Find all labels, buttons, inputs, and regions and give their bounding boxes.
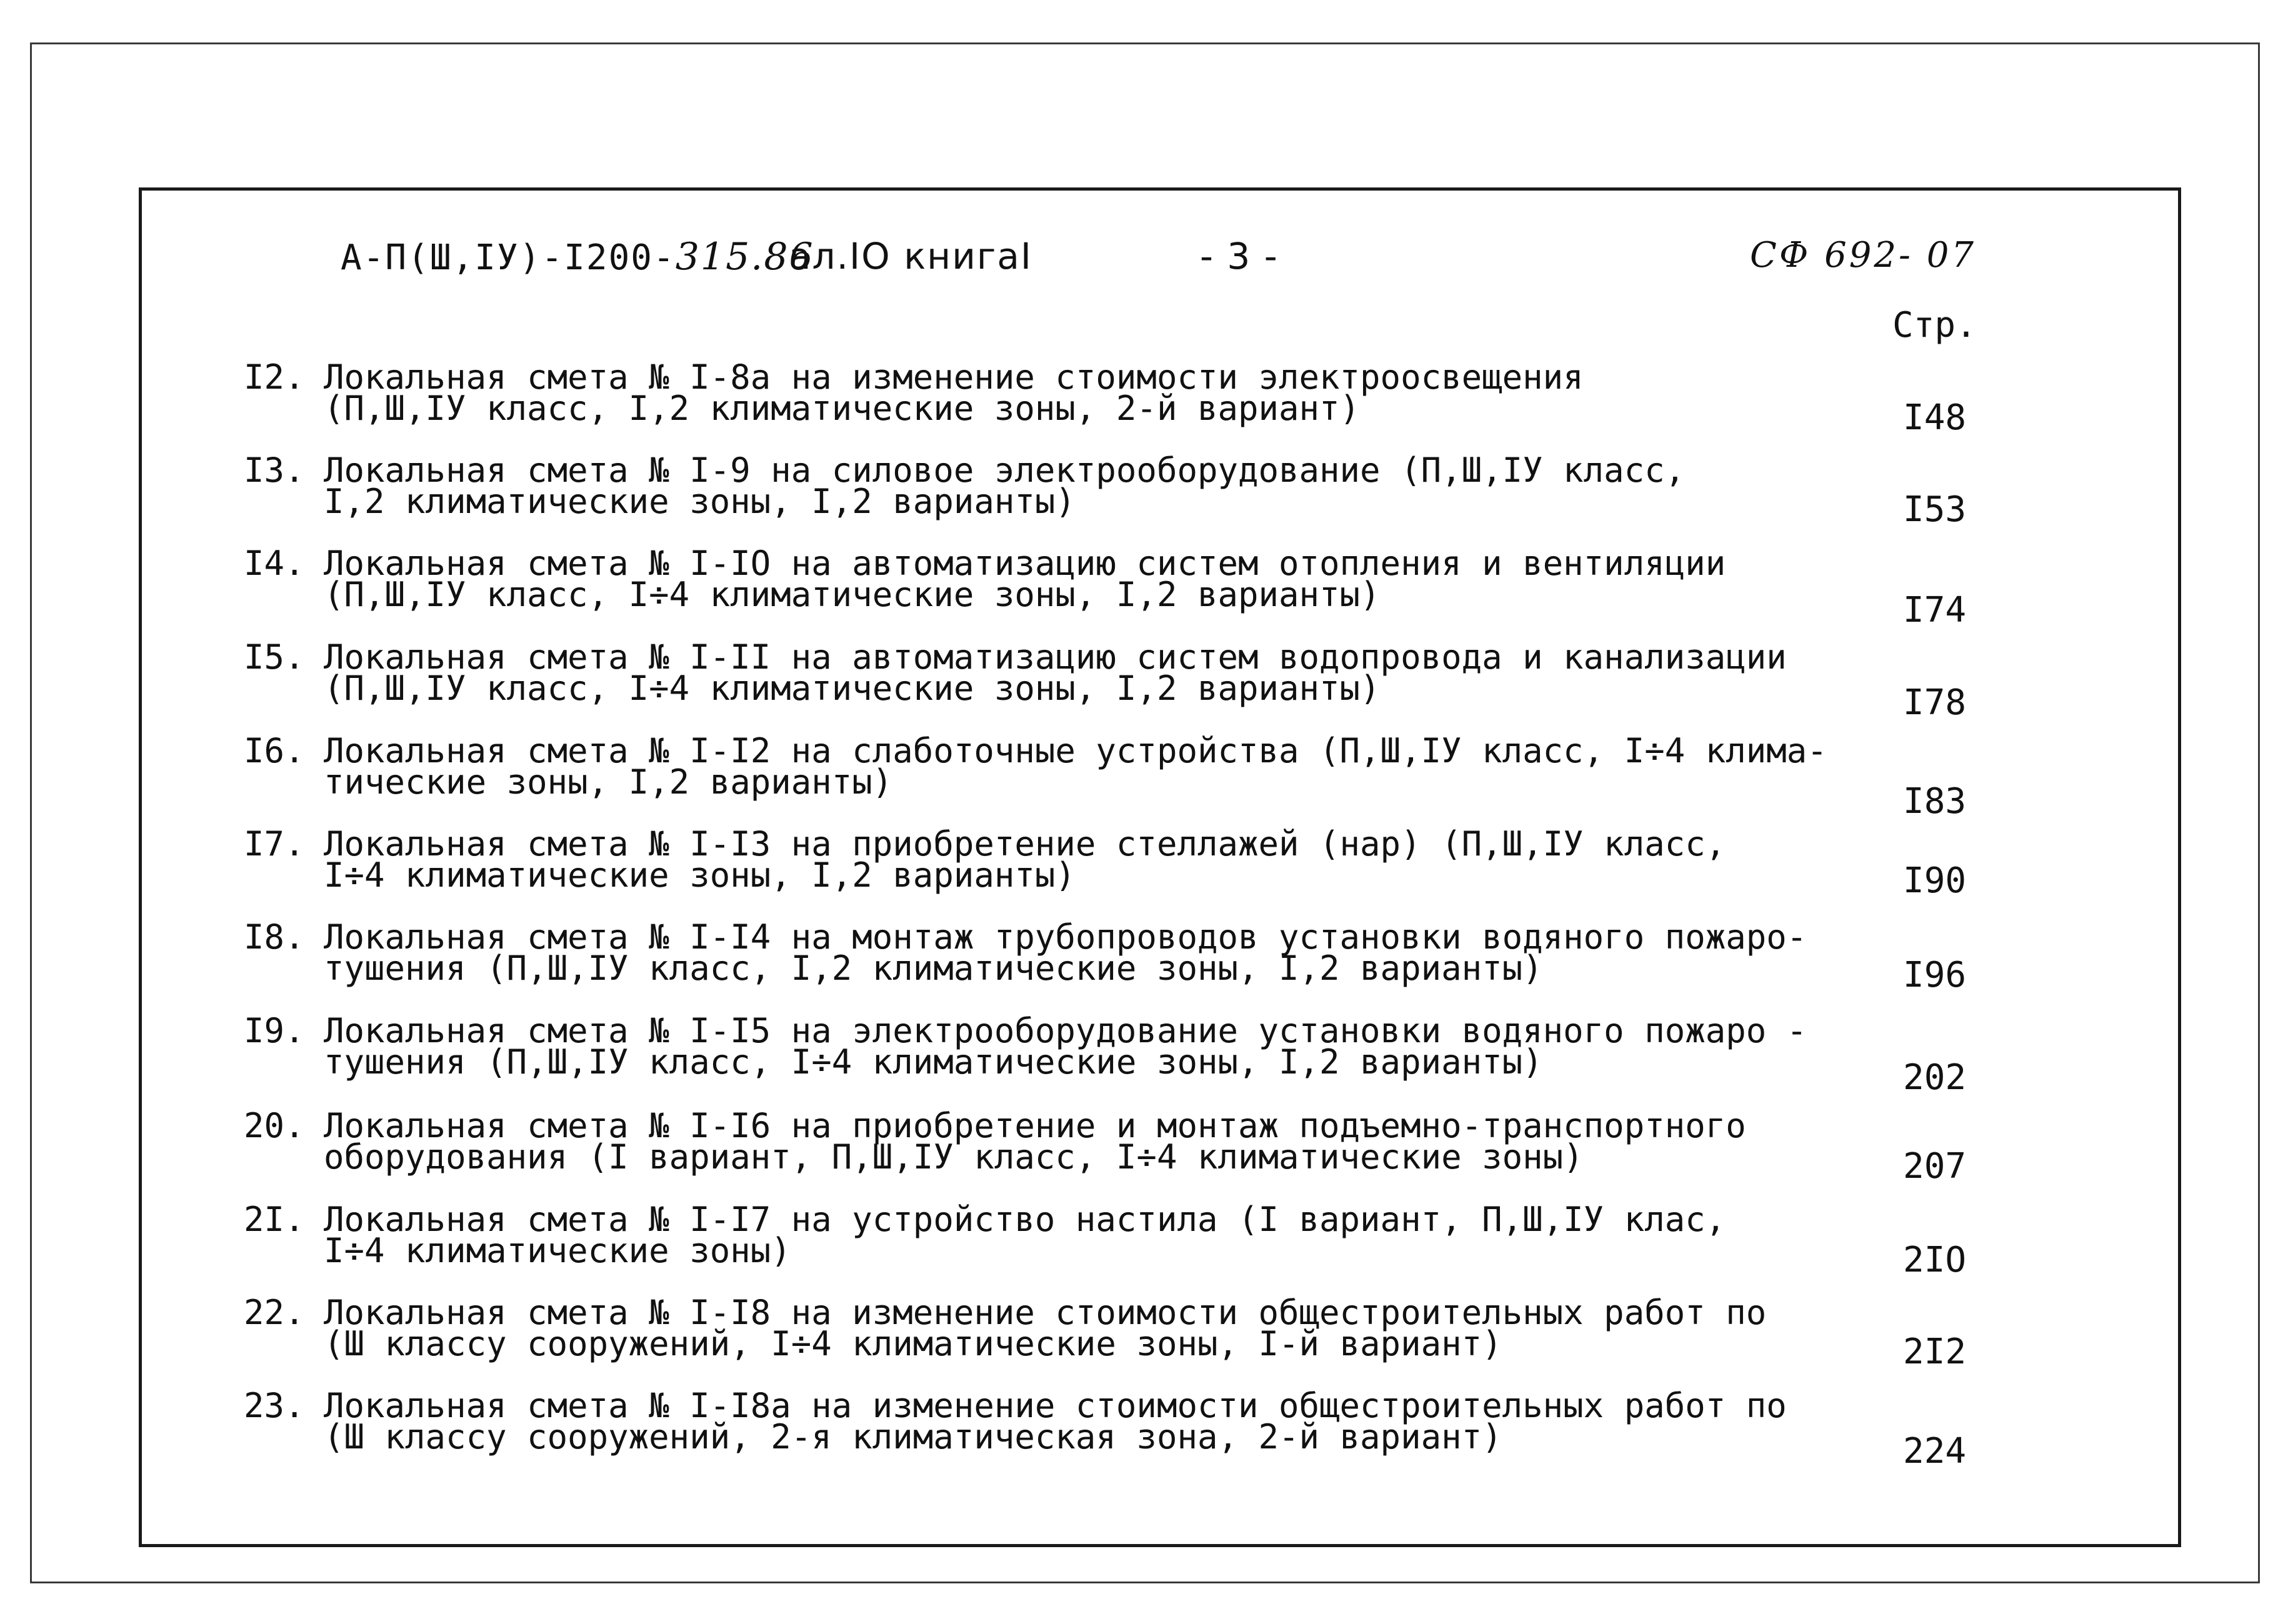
entry-page: 2I2 (1903, 1332, 1967, 1372)
entry-number: I9. (244, 1011, 305, 1050)
entry-title-line1: Локальная смета № I-II на автоматизацию систем водопровода и канализации (324, 637, 1787, 677)
entry-title-line2: I,2 климатические зоны, I,2 варианты) (324, 482, 1076, 521)
entry-page: I53 (1903, 489, 1967, 530)
entry-title-line1: Локальная смета № I-I2 на слаботочные устройства (П,Ш,IУ класс, I÷4 клима- (324, 731, 1827, 770)
document-code-typed: А-П(Ш,IУ)-I200- (341, 237, 676, 278)
entry-number: 22. (244, 1293, 305, 1332)
entry-page: 224 (1903, 1431, 1967, 1472)
entry-number: 20. (244, 1106, 305, 1145)
entry-title-line2: оборудования (I вариант, П,Ш,IУ класс, I÷4 климатические зоны) (324, 1137, 1584, 1177)
entry-page: I90 (1903, 860, 1967, 901)
entry-page: I74 (1903, 590, 1967, 630)
entry-title-line2: тушения (П,Ш,IУ класс, I÷4 климатические зоны, I,2 варианты) (324, 1042, 1543, 1082)
entry-title-line1: Локальная смета № I-I8а на изменение стоимости общестроительных работ по (324, 1386, 1787, 1425)
entry-title-line1: Локальная смета № I-I5 на электрооборудование установки водяного пожаро - (324, 1011, 1807, 1050)
entry-title-line2: I÷4 климатические зоны) (324, 1231, 791, 1270)
entry-number: I4. (244, 544, 305, 583)
entry-title-line2: (Ш классу сооружений, I÷4 климатические зоны, I-й вариант) (324, 1324, 1502, 1363)
document-code (341, 235, 814, 279)
page-column-label: Стр. (1892, 305, 1977, 346)
entry-title-line2: I÷4 климатические зоны, I,2 варианты) (324, 855, 1076, 895)
entry-number: I5. (244, 637, 305, 677)
entry-page: 202 (1903, 1057, 1967, 1098)
entry-number: 2I. (244, 1200, 305, 1239)
entry-page: I83 (1903, 781, 1967, 822)
entry-page: I78 (1903, 682, 1967, 723)
entry-number: I7. (244, 824, 305, 864)
document-code-handwritten: 315.86 (675, 235, 814, 279)
page-number: - 3 - (1200, 235, 1279, 277)
entry-title-line2: (П,Ш,IУ класс, I,2 климатические зоны, 2-й вариант) (324, 389, 1361, 428)
entry-title-line1: Локальная смета № I-I3 на приобретение стеллажей (нар) (П,Ш,IУ класс, (324, 824, 1726, 864)
entry-title-line1: Локальная смета № I-I8 на изменение стоимости общестроительных работ по (324, 1293, 1767, 1332)
entry-title-line1: Локальная смета № I-I7 на устройство настила (I вариант, П,Ш,IУ клас, (324, 1200, 1726, 1239)
album-book: ал.IO книгаI (789, 235, 1033, 277)
entry-title-line2: (Ш классу сооружений, 2-я климатическая зона, 2-й вариант) (324, 1417, 1502, 1457)
entry-title-line2: тические зоны, I,2 варианты) (324, 762, 893, 802)
entry-title-line1: Локальная смета № I-9 на силовое электрооборудование (П,Ш,IУ класс, (324, 451, 1686, 490)
entry-title-line1: Локальная смета № I-8а на изменение стоимости электроосвещения (324, 357, 1584, 397)
entry-title-line2: (П,Ш,IУ класс, I÷4 климатические зоны, I,2 варианты) (324, 575, 1381, 614)
entry-number: I3. (244, 451, 305, 490)
entry-title-line1: Локальная смета № I-IO на автоматизацию систем отопления и вентиляции (324, 544, 1726, 583)
entry-title-line1: Локальная смета № I-I6 на приобретение и монтаж подъемно-транспортного (324, 1106, 1746, 1145)
entry-number: I8. (244, 917, 305, 957)
entry-page: I96 (1903, 955, 1967, 995)
sheet-code: СФ 692- 07 (1750, 235, 1976, 276)
entry-page: 2IO (1903, 1240, 1967, 1280)
entry-title-line2: тушения (П,Ш,IУ класс, I,2 климатические зоны, I,2 варианты) (324, 949, 1543, 988)
entry-number: I6. (244, 731, 305, 770)
entry-page: I48 (1903, 397, 1967, 438)
entry-title-line1: Локальная смета № I-I4 на монтаж трубопроводов установки водяного пожаро- (324, 917, 1807, 957)
entry-number: 23. (244, 1386, 305, 1425)
entry-number: I2. (244, 357, 305, 397)
entry-page: 207 (1903, 1146, 1967, 1187)
entry-title-line2: (П,Ш,IУ класс, I÷4 климатические зоны, I,2 варианты) (324, 669, 1381, 708)
